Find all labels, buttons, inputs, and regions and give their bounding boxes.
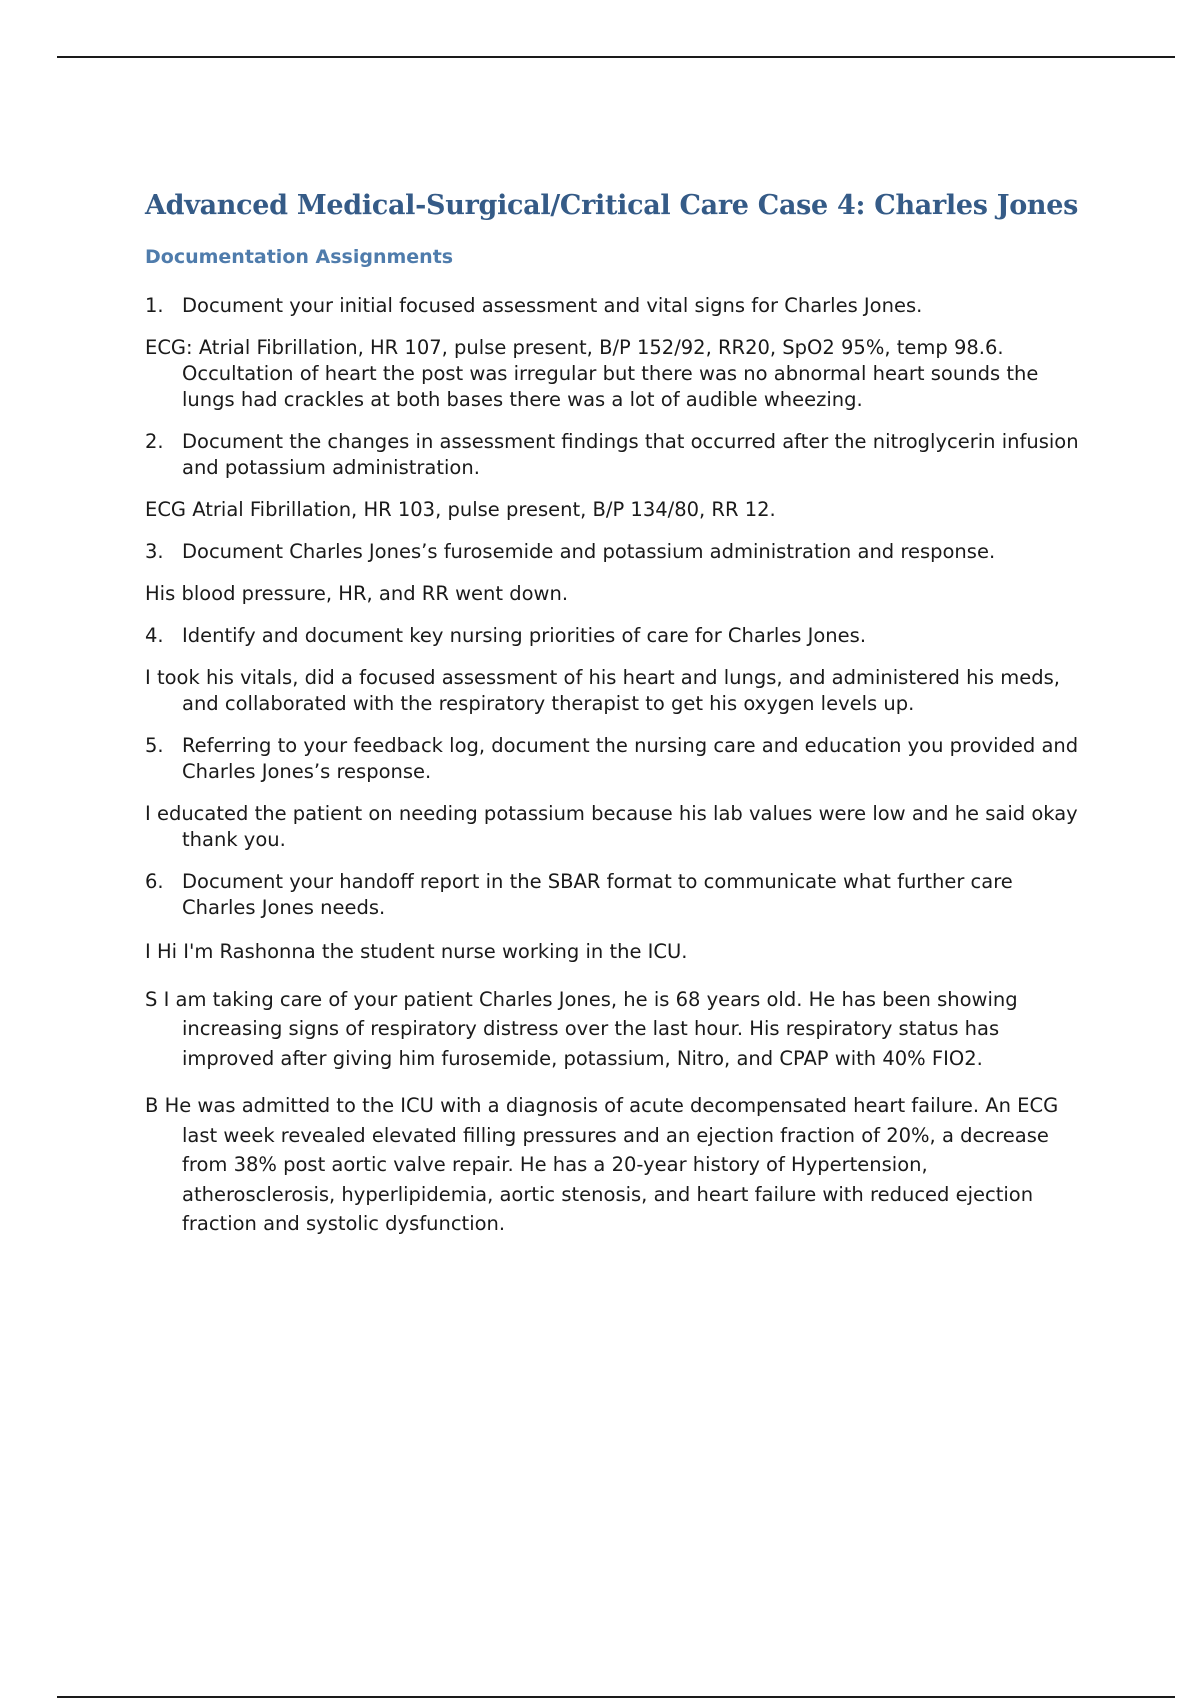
question-number: 6. xyxy=(145,870,164,894)
question-2 xyxy=(145,429,1085,481)
question-text: Document your initial focused assessment and vital signs for Charles Jones. xyxy=(182,294,923,318)
question-1 xyxy=(145,293,1085,319)
sbar-intro: I Hi I'm Rashonna the student nurse working in the ICU. xyxy=(145,940,688,964)
page-title: Advanced Medical-Surgical/Critical Care Case 4: Charles Jones xyxy=(145,190,1079,221)
question-number: 1. xyxy=(145,294,164,318)
question-text: Identify and document key nursing priorities of care for Charles Jones. xyxy=(182,624,867,648)
question-number: 3. xyxy=(145,540,164,564)
answer-2: ECG Atrial Fibrillation, HR 103, pulse present, B/P 134/80, RR 12. xyxy=(145,498,776,522)
question-text: Document Charles Jones’s furosemide and potassium administration and response. xyxy=(182,540,996,564)
question-number: 4. xyxy=(145,624,164,648)
question-number: 2. xyxy=(145,430,164,454)
question-text: Referring to your feedback log, document the nursing care and education you provided and Charles Jones’s response. xyxy=(182,734,1079,784)
question-text: Document your handoff report in the SBAR format to communicate what further care Charles Jones needs. xyxy=(182,870,1013,920)
sbar-situation: S I am taking care of your patient Charles Jones, he is 68 years old. He has been showing increasing signs of respiratory distress over the last hour. His respiratory status has improved after giving him furosemide, potassium, Nitro, and CPAP with 40% FIO2. xyxy=(145,987,1018,1070)
sbar-background: B He was admitted to the ICU with a diagnosis of acute decompensated heart failure. An ECG last week revealed elevated filling pressures and an ejection fraction of 20%, a decrease from 38% post aortic valve repair. He has a 20-year history of Hypertension, atherosclerosis, hyperlipidemia, aortic stenosis, and heart failure with reduced ejection fraction and systolic dysfunction. xyxy=(145,1094,1059,1236)
answer-3: His blood pressure, HR, and RR went down. xyxy=(145,582,569,606)
answer-1: ECG: Atrial Fibrillation, HR 107, pulse present, B/P 152/92, RR20, SpO2 95%, temp 98.6. Occultation of heart the post was irregular but there was no abnormal heart sounds the lungs had crackles at both bases there was a lot of audible wheezing. xyxy=(145,336,1039,412)
section-subtitle: Documentation Assignments xyxy=(145,246,454,269)
bottom-rule xyxy=(57,1696,1175,1698)
question-5 xyxy=(145,733,1085,785)
question-4 xyxy=(145,623,1085,649)
question-number: 5. xyxy=(145,734,164,758)
answer-5: I educated the patient on needing potassium because his lab values were low and he said okay thank you. xyxy=(145,802,1078,852)
question-text: Document the changes in assessment findings that occurred after the nitroglycerin infusion and potassium administration. xyxy=(182,430,1079,480)
document-body xyxy=(145,190,1085,1257)
answer-4: I took his vitals, did a focused assessment of his heart and lungs, and administered his meds, and collaborated with the respiratory therapist to get his oxygen levels up. xyxy=(145,666,1060,716)
top-rule xyxy=(57,56,1175,58)
question-3 xyxy=(145,539,1085,565)
question-6 xyxy=(145,869,1085,921)
